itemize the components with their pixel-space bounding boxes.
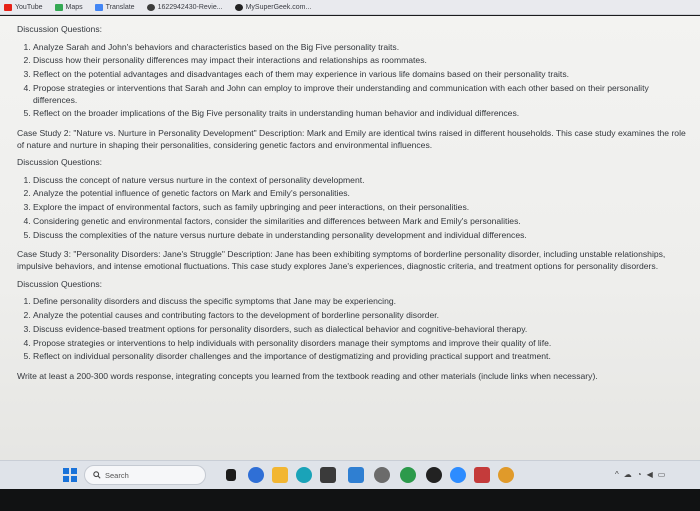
cloud-sync-icon[interactable]: ☁ bbox=[623, 470, 632, 479]
list-item: 5. Reflect on individual personality disorder challenges and the importance of destigmatizing and providing practical support and treatment. bbox=[33, 351, 689, 363]
document-content bbox=[17, 24, 689, 383]
search-icon bbox=[93, 471, 101, 479]
widgets-icon[interactable] bbox=[226, 469, 236, 481]
list-item: 4. Considering genetic and environmental factors, consider the similarities and differences between Mark and Emily's personalities. bbox=[33, 216, 689, 228]
chrome-icon[interactable] bbox=[400, 467, 416, 483]
bookmark-review[interactable]: 1622942430-Revie... bbox=[147, 4, 223, 11]
final-instruction: Write at least a 200-300 words response, integrating concepts you learned from the textbook reading and other materials (include links when necessary). bbox=[17, 370, 598, 381]
translate-icon bbox=[95, 4, 103, 11]
bookmarks-bar bbox=[0, 0, 700, 15]
file-explorer-icon[interactable] bbox=[272, 467, 288, 483]
case-study-2: Case Study 2: "Nature vs. Nurture in Personality Development" Description: Mark and Emily are identical twins raised in different households. This case study examines the role of nature and nurture in shaping their personalities, considering genetic factors and environmental influences. bbox=[17, 127, 686, 150]
list-item: 5. Discuss the complexities of the nature versus nurture debate in understanding personality development and individual differences. bbox=[33, 230, 689, 242]
list-item: 4. Propose strategies or interventions to help individuals with personality disorders manage their symptoms and improve their quality of life. bbox=[33, 338, 689, 350]
bookmark-maps[interactable]: Maps bbox=[55, 4, 83, 11]
section3-heading: Discussion Questions: bbox=[17, 278, 103, 289]
bookmark-youtube[interactable]: YouTube bbox=[4, 4, 43, 11]
document-page bbox=[0, 16, 700, 460]
taskbar-search[interactable] bbox=[84, 465, 206, 485]
section1-heading: Discussion Questions: bbox=[17, 24, 103, 34]
photos-icon[interactable] bbox=[348, 467, 364, 483]
circle-app-icon[interactable] bbox=[498, 467, 514, 483]
battery-icon[interactable]: ▭ bbox=[657, 470, 666, 479]
case-study-3: Case Study 3: "Personality Disorders: Jane's Struggle" Description: Jane has been exhibiting symptoms of borderline personality disorder, including unstable relationships, impulsive behaviors, and intense emotional fluctuations. This case study explores Jane's experiences, diagnostic criteria, and treatment options for personality disorders. bbox=[17, 249, 666, 271]
windows-start-icon[interactable] bbox=[63, 468, 77, 482]
section1-questions bbox=[17, 42, 689, 120]
list-item: 3. Discuss evidence-based treatment options for personality disorders, such as dialectical behavior and cognitive-behavioral therapy. bbox=[33, 324, 689, 336]
store-icon[interactable] bbox=[320, 467, 336, 483]
list-item: 2. Analyze the potential causes and contributing factors to the development of borderline personality disorder. bbox=[33, 310, 689, 322]
list-item: 3. Reflect on the potential advantages and disadvantages each of them may experience in various life domains based on their personality traits. bbox=[33, 69, 689, 81]
settings-icon[interactable] bbox=[374, 467, 390, 483]
list-item: 1. Discuss the concept of nature versus nurture in the context of personality development. bbox=[33, 175, 689, 187]
section3-questions bbox=[17, 296, 689, 363]
chevron-up-icon[interactable]: ^ bbox=[615, 470, 619, 479]
maps-icon bbox=[55, 4, 63, 11]
camera-icon[interactable] bbox=[426, 467, 442, 483]
edge-icon[interactable] bbox=[296, 467, 312, 483]
search-placeholder: Search bbox=[105, 470, 129, 480]
review-icon bbox=[147, 4, 155, 11]
list-item: 5. Reflect on the broader implications of the Big Five personality traits in understanding human behavior and individual differences. bbox=[33, 108, 689, 120]
reader-icon[interactable] bbox=[474, 467, 490, 483]
list-item: 4. Propose strategies or interventions that Sarah and John can employ to improve their understanding and communication with each other based on their personality differences. bbox=[33, 83, 689, 106]
supergeek-icon bbox=[235, 4, 243, 11]
wifi-icon[interactable]: ◔ bbox=[636, 470, 642, 479]
zoom-icon[interactable] bbox=[450, 467, 466, 483]
list-item: 1. Define personality disorders and discuss the specific symptoms that Jane may be experiencing. bbox=[33, 296, 689, 308]
list-item: 2. Analyze the potential influence of genetic factors on Mark and Emily's personalities. bbox=[33, 188, 689, 200]
system-tray bbox=[615, 470, 665, 479]
list-item: 2. Discuss how their personality differences may impact their interactions and relationships as roommates. bbox=[33, 55, 689, 67]
taskbar bbox=[0, 460, 700, 489]
youtube-icon bbox=[4, 4, 12, 11]
section2-heading: Discussion Questions: bbox=[17, 157, 103, 168]
list-item: 1. Analyze Sarah and John's behaviors and characteristics based on the Big Five personality traits. bbox=[33, 42, 689, 54]
speaker-icon[interactable]: ◀ bbox=[646, 470, 653, 479]
bookmark-supergeek[interactable]: MySuperGeek.com... bbox=[235, 4, 312, 11]
list-item: 3. Explore the impact of environmental factors, such as family upbringing and peer interactions, on their personalities. bbox=[33, 202, 689, 214]
section2-questions bbox=[17, 175, 689, 242]
bookmark-translate[interactable]: Translate bbox=[95, 4, 135, 11]
cloud-icon[interactable] bbox=[248, 467, 264, 483]
screen-bezel bbox=[0, 489, 700, 511]
